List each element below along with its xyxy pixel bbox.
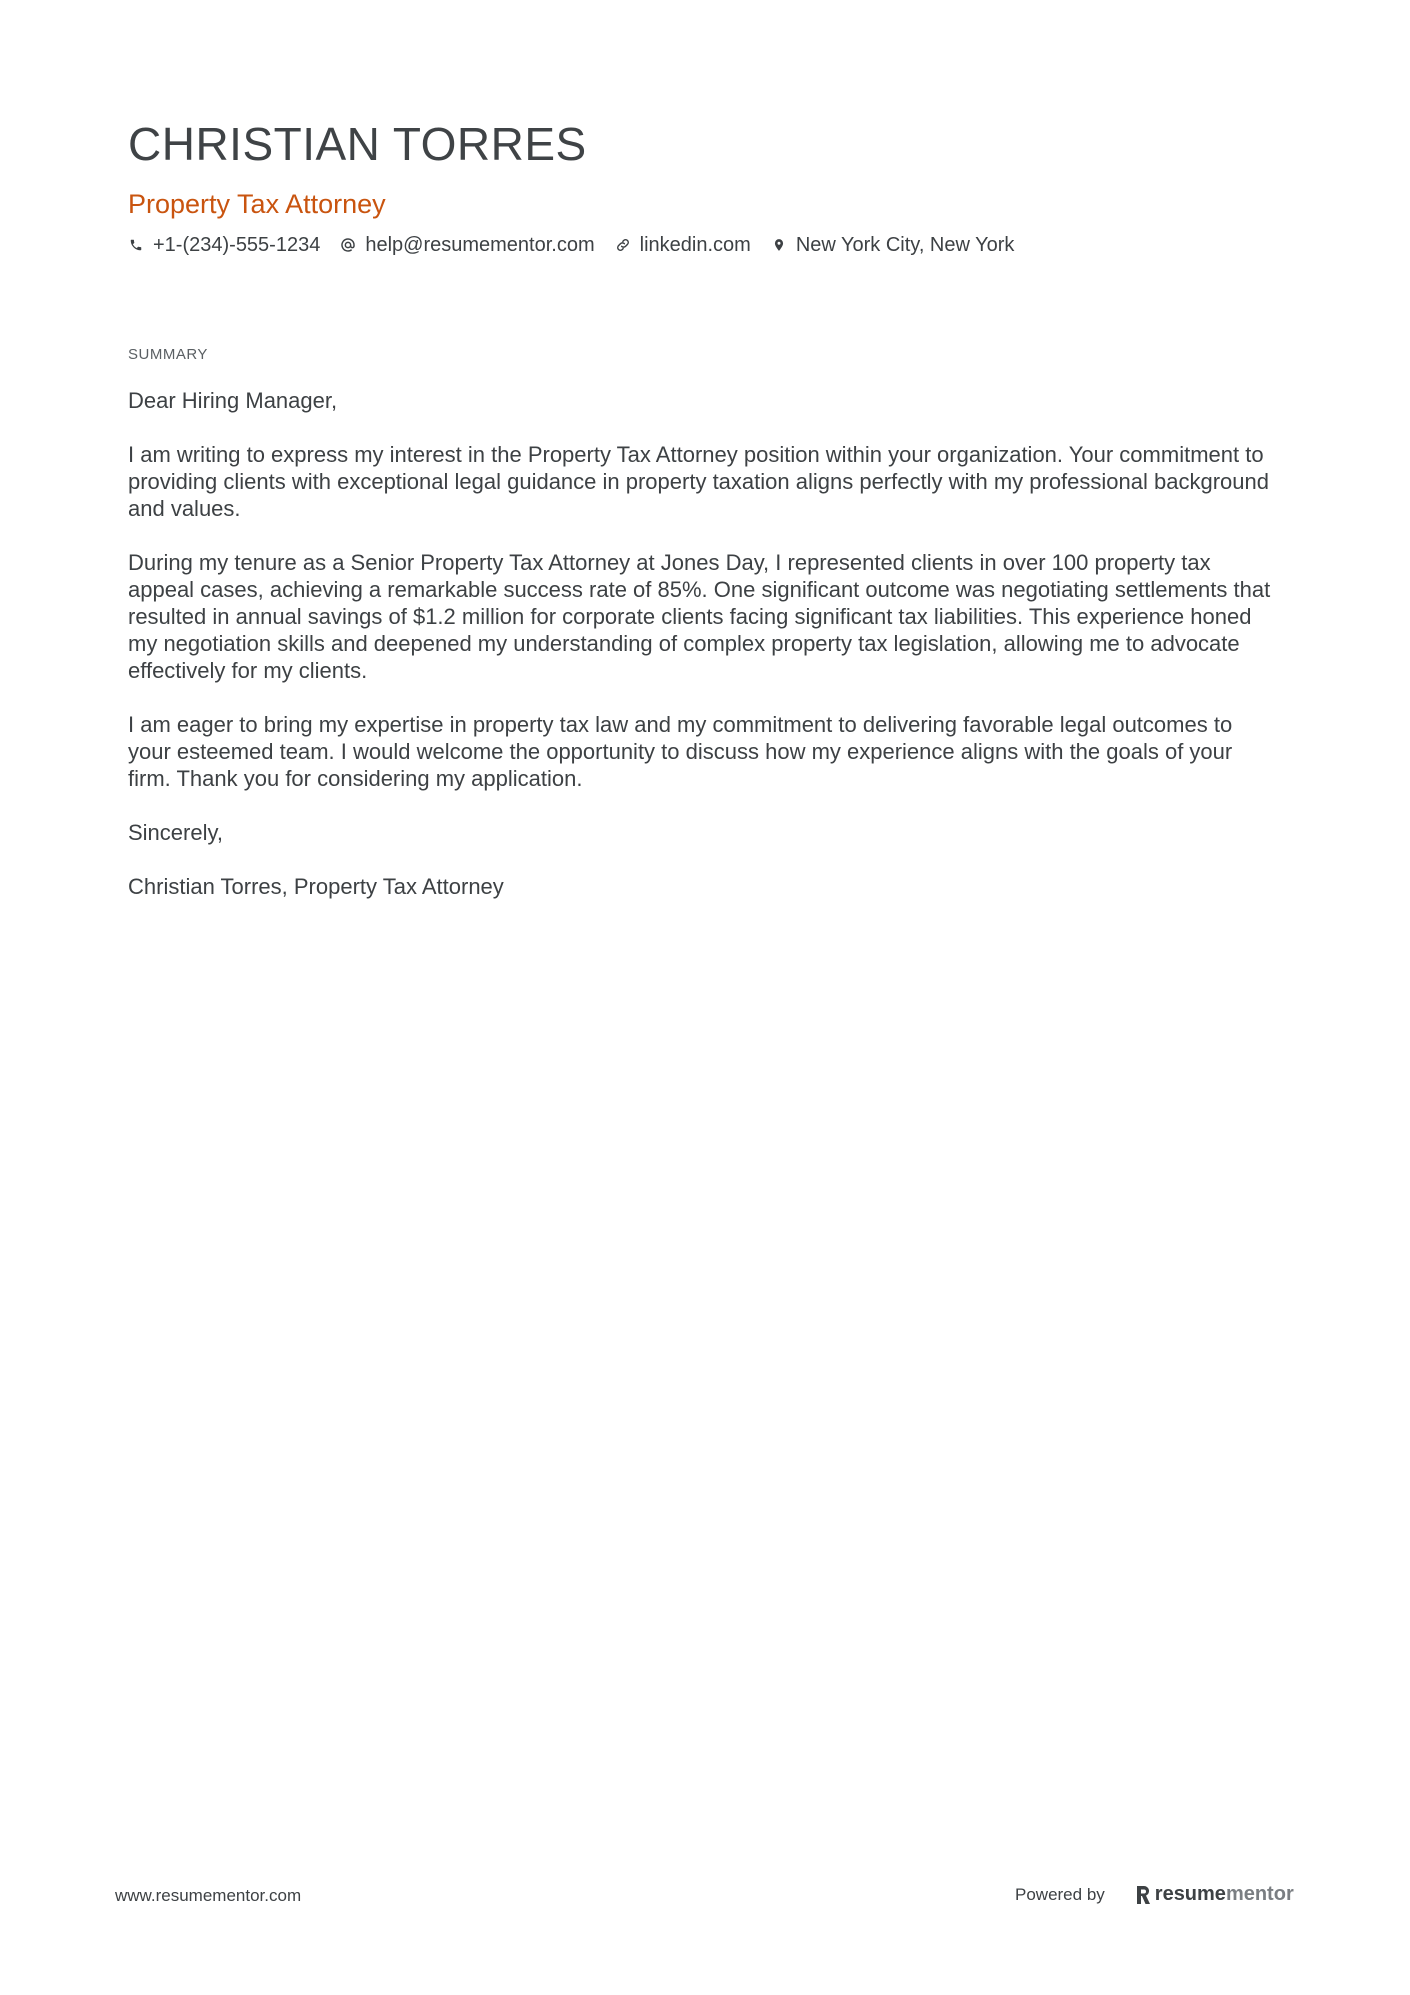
contact-linkedin[interactable] (615, 230, 751, 260)
location-pin-icon (771, 237, 787, 253)
brand-logo[interactable] (1135, 1883, 1294, 1906)
at-icon (340, 237, 356, 253)
brand-text-mentor: mentor (1225, 1883, 1294, 1905)
letter-signature: Christian Torres, Property Tax Attorney (128, 874, 504, 899)
powered-by-label: Powered by (1015, 1884, 1105, 1904)
contact-location-text: New York City, New York (795, 234, 1015, 256)
letter-closing: Sincerely, (128, 820, 223, 845)
contact-phone (128, 230, 320, 260)
candidate-title: Property Tax Attorney (128, 189, 386, 219)
contact-row (128, 230, 1278, 260)
contact-linkedin-text[interactable]: linkedin.com (639, 234, 751, 256)
letter-greeting: Dear Hiring Manager, (128, 388, 338, 413)
footer-url[interactable]: www.resumementor.com (115, 1886, 302, 1905)
letter-body (128, 387, 1278, 900)
contact-phone-text: +1-(234)-555-1234 (153, 234, 321, 256)
brand-logo-icon (1135, 1885, 1151, 1905)
cover-letter-page (128, 112, 1278, 927)
footer-powered-by (1015, 1883, 1294, 1906)
candidate-name: CHRISTIAN TORRES (128, 118, 587, 170)
letter-paragraph: I am writing to express my interest in the Property Tax Attorney position within your organization. Your commitment to providing clients with exceptional legal guidance in property taxation aligns perfectly with my professional background and values. (128, 442, 1269, 521)
phone-icon (128, 237, 144, 253)
brand-text-resume: resume (1154, 1883, 1226, 1905)
link-icon (615, 237, 631, 253)
contact-email-text[interactable]: help@resumementor.com (365, 234, 595, 256)
section-label-summary: SUMMARY (128, 346, 208, 363)
letter-paragraph: I am eager to bring my expertise in property tax law and my commitment to delivering favorable legal outcomes to your esteemed team. I would welcome the opportunity to discuss how my experience aligns with the goals of your firm. Thank you for considering my application. (128, 712, 1233, 791)
contact-email[interactable] (340, 230, 594, 260)
contact-location (771, 230, 1015, 260)
letter-paragraph: During my tenure as a Senior Property Tax Attorney at Jones Day, I represented clients in over 100 property tax appeal cases, achieving a remarkable success rate of 85%. One significant outcome was negotiating settlements that resulted in annual savings of $1.2 million for corporate clients facing significant tax liabilities. This experience honed my negotiation skills and deepened my understanding of complex property tax legislation, allowing me to advocate effectively for my clients. (128, 550, 1271, 683)
